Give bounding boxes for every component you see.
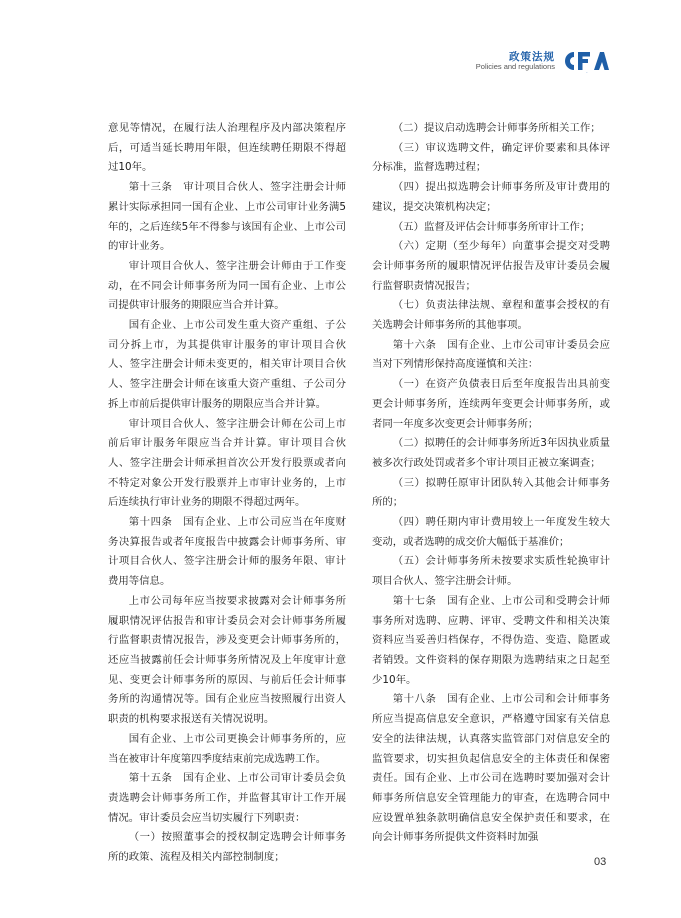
paragraph: 国有企业、上市公司更换会计师事务所的，应当在被审计年度第四季度结束前完成选聘工作。: [108, 732, 346, 765]
paragraph: （七）负责法律法规、章程和董事会授权的有关选聘会计师事务所的其他事项。: [372, 299, 610, 332]
paragraph: （四）提出拟选聘会计师事务所及审计费用的建议，提交决策机构决定；: [372, 181, 610, 213]
paragraph: （三）拟聘任原审计团队转入其他会计师事务所的；: [372, 476, 610, 509]
page-number: 03: [594, 856, 607, 868]
paragraph: （二）拟聘任的会计师事务所近3年因执业质量被多次行政处罚或者多个审计项目正被立案调查；: [372, 437, 610, 469]
paragraph: 第十四条 国有企业、上市公司应当在年度财务决算报告或者年度报告中披露会计师事务所、审计项目合伙人、签字注册会计师的服务年限、审计费用等信息。: [108, 516, 346, 588]
paragraph: （一）在资产负债表日后至年度报告出具前变更会计师事务所，连续两年变更会计师事务所，或者同一年度多次变更会计师事务所；: [372, 378, 610, 430]
cfa-logo: [563, 49, 609, 73]
paragraph: （二）提议启动选聘会计师事务所相关工作；: [392, 122, 601, 134]
section-title-en: Policies and regulations: [475, 61, 555, 71]
paragraph: 审计项目合伙人、签字注册会计师在公司上市前后审计服务年限应当合并计算。审计项目合伙人、签字注册会计师承担首次公开发行股票或者向不特定对象公开发行股票并上市审计业务的，上市后连续执行审计业务的期限不得超过两年。: [108, 417, 346, 509]
paragraph: 审计项目合伙人、签字注册会计师由于工作变动，在不同会计师事务所为同一国有企业、上市公司提供审计服务的期限应当合并计算。: [108, 259, 346, 312]
paragraph: （五）会计师事务所未按要求实质性轮换审计项目合伙人、签字注册会计师。: [372, 555, 610, 588]
paragraph: （一）按照董事会的授权制定选聘会计师事务所的政策、流程及相关内部控制制度；: [108, 831, 346, 864]
cfa-logo-text: CFA: [586, 72, 588, 73]
paragraph: （六）定期（至少每年）向董事会提交对受聘会计师事务所的履职情况评估报告及审计委员会履行监督职责情况报告；: [372, 240, 610, 292]
paragraph: 第十七条 国有企业、上市公司和受聘会计师事务所对选聘、应聘、评审、受聘文件和相关决策资料应当妥善归档保存，不得伪造、变造、隐匿或者销毁。文件资料的保存期限为选聘结束之日起至少10年。: [372, 594, 610, 686]
right-column: [372, 119, 610, 848]
paragraph: 第十五条 国有企业、上市公司审计委员会负责选聘会计师事务所工作，并监督其审计工作开展情况。审计委员会应当切实履行下列职责：: [108, 772, 346, 824]
paragraph: 上市公司每年应当按要求披露对会计师事务所履职情况评估报告和审计委员会对会计师事务所履行监督职责情况报告，涉及变更会计师事务所的，还应当披露前任会计师事务所情况及上年度审计意见、变更会计师事务所的原因、与前后任会计师事务所的沟通情况等。国有企业应当按照履行出资人职责的机构要求报送有关情况说明。: [108, 594, 346, 726]
paragraph: （三）审议选聘文件，确定评价要素和具体评分标准，监督选聘过程；: [372, 141, 610, 174]
paragraph: 国有企业、上市公司发生重大资产重组、子公司分拆上市，为其提供审计服务的审计项目合伙人、签字注册会计师未变更的，相关审计项目合伙人、签字注册会计师在该重大资产重组、子公司分拆上市前后提供审计服务的期限应当合并计算。: [108, 319, 346, 410]
paragraph: 第十八条 国有企业、上市公司和会计师事务所应当提高信息安全意识，严格遵守国家有关信息安全的法律法规，认真落实监管部门对信息安全的监管要求，切实担负起信息安全的主体责任和保密责任。国有企业、上市公司在选聘时要加强对会计师事务所信息安全管理能力的审查，在选聘合同中应设置单独条款明确信息安全保护责任和要求，在向会计师事务所提供文件资料时加强: [372, 693, 610, 844]
paragraph: 意见等情况，在履行法人治理程序及内部决策程序后，可适当延长聘用年限，但连续聘任期限不得超过10年。: [108, 122, 346, 174]
left-column: [108, 119, 346, 868]
paragraph: （五）监督及评估会计师事务所审计工作；: [392, 220, 591, 233]
paragraph: 第十六条 国有企业、上市公司审计委员会应当对下列情形保持高度谨慎和关注：: [372, 338, 610, 371]
page-header: [476, 46, 609, 76]
section-title: [476, 51, 555, 72]
section-title-cn: 政策法规: [509, 50, 555, 63]
paragraph: （四）聘任期内审计费用较上一年度发生较大变动，或者选聘的成交价大幅低于基准价；: [372, 516, 610, 548]
paragraph: 第十三条 审计项目合伙人、签字注册会计师累计实际承担同一国有企业、上市公司审计业务满5年的，之后连续5年不得参与该国有企业、上市公司的审计业务。: [108, 181, 346, 253]
